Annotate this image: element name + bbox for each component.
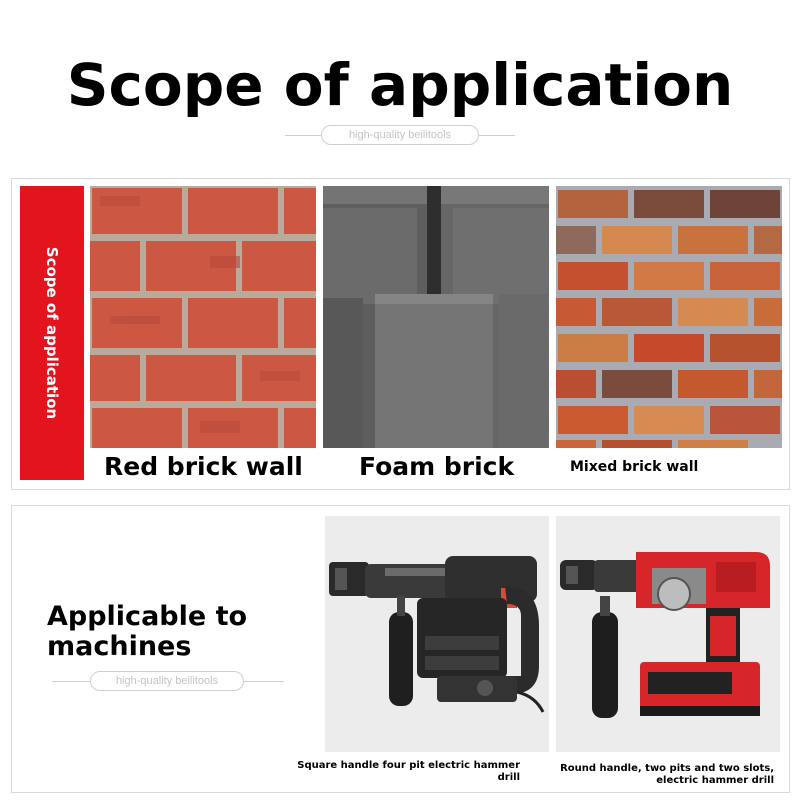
page-title: Scope of application [66,51,734,119]
round-handle-drill-image [556,516,780,752]
material-label-mixed-brick: Mixed brick wall [570,459,699,475]
scope-side-label: Scope of application [43,246,61,420]
drill-caption-square-handle: Square handle four pit electric hammer drill [297,760,520,783]
tagline-pill: high-quality beilitools [90,671,244,691]
material-label-foam-brick: Foam brick [359,452,515,481]
material-label-red-brick: Red brick wall [104,452,303,481]
drill-caption-round-handle: Round handle, two pits and two slots, electric hammer drill [560,763,774,786]
machines-heading: Applicable to machines [47,601,248,662]
tagline-pill: high-quality beilitools [321,125,479,145]
mixed-brick-image [556,186,782,448]
square-handle-drill-image [325,516,549,752]
red-brick-image [90,186,316,448]
foam-brick-image [323,186,549,448]
